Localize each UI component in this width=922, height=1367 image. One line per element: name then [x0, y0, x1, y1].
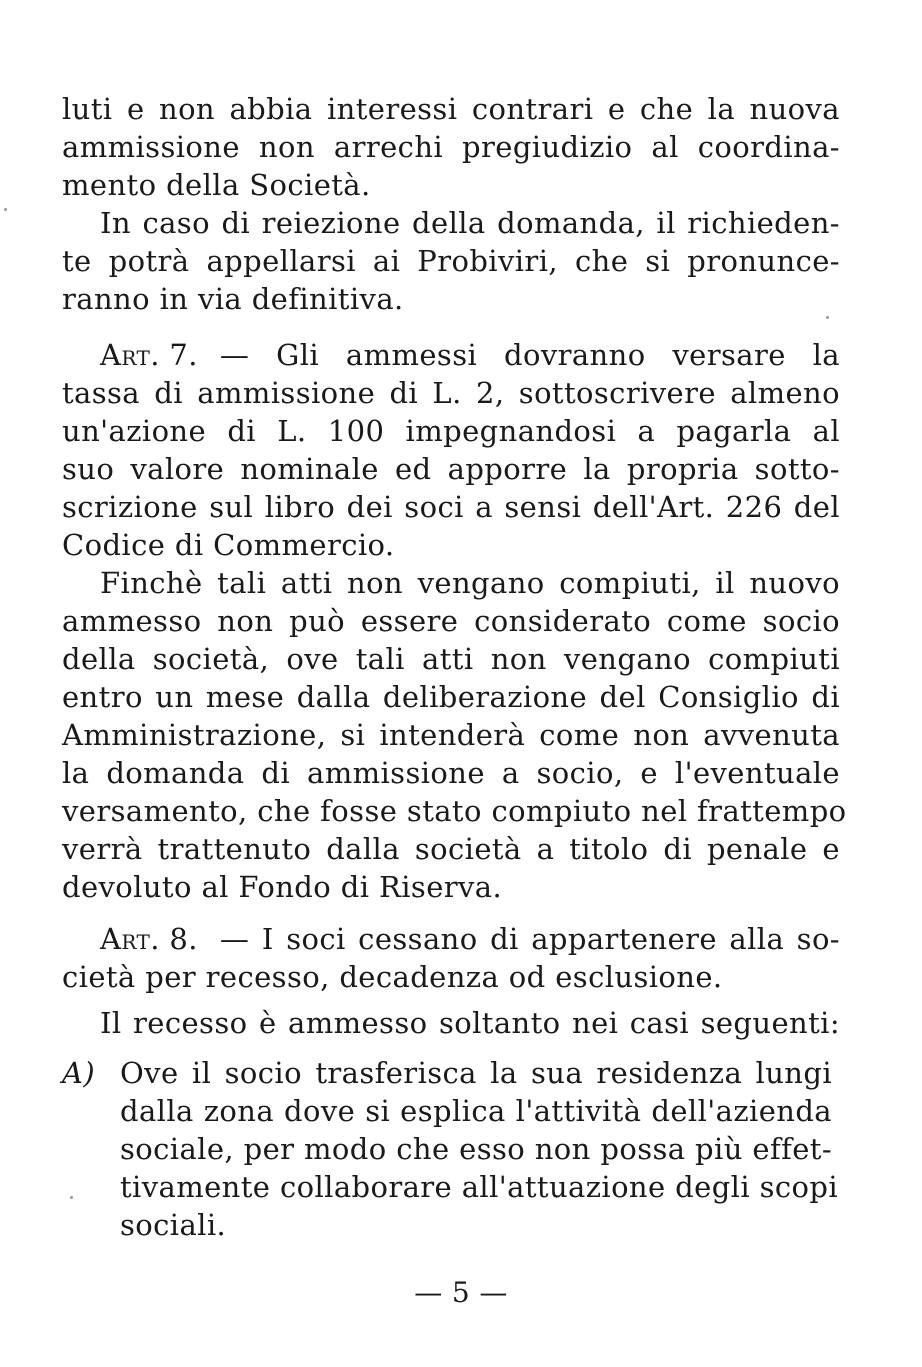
text-line: devoluto al Fondo di Riserva. [62, 870, 503, 904]
text-line: — Gli ammessi dovranno versare la [219, 338, 840, 372]
text-line: tassa di ammissione di L. 2, sottoscrivere almeno [62, 376, 840, 410]
text-line: scrizione sul libro dei soci a sensi dell'Art. 226 del [62, 490, 840, 524]
text-line: Amministrazione, si intenderà come non avvenuta [62, 718, 840, 752]
text-line: tivamente collaborare all'attuazione degli scopi [120, 1170, 839, 1204]
scan-speck [4, 208, 7, 211]
text-line: cietà per recesso, decadenza od esclusione. [62, 960, 723, 994]
text-line: suo valore nominale ed apporre la propria sotto- [62, 452, 840, 486]
text-line: Ove il socio trasferisca la sua residenza lungi [120, 1056, 832, 1090]
text-line: verrà trattenuto dalla società a titolo di penale e [62, 832, 840, 866]
text-line: sociale, per modo che esso non possa più effet- [120, 1132, 833, 1166]
text-line: della società, ove tali atti non vengano compiuti [62, 642, 840, 676]
list-marker: A) [62, 1056, 96, 1090]
page-number: — 5 — [414, 1276, 508, 1309]
article-8-heading-line [100, 920, 840, 958]
text-line: ammesso non può essere considerato come socio [62, 604, 840, 638]
text-line: mento della Società. [62, 168, 371, 202]
scan-speck [826, 316, 829, 319]
scan-speck [70, 1196, 73, 1199]
text-line: ammissione non arrechi pregiudizio al coordina- [62, 130, 840, 164]
article-8-label: Art. 8. [100, 922, 198, 956]
text-line: entro un mese dalla deliberazione del Consiglio di [62, 680, 840, 714]
text-line: versamento, che fosse stato compiuto nel frattempo [62, 794, 847, 828]
text-line: sociali. [120, 1208, 227, 1242]
text-line: un'azione di L. 100 impegnandosi a pagarla al [62, 414, 840, 448]
text-line: te potrà appellarsi ai Probiviri, che si pronunce- [62, 244, 840, 278]
text-line: luti e non abbia interessi contrari e che la nuova [62, 92, 840, 126]
article-7-label: Art. 7. [100, 338, 198, 372]
text-line: Finchè tali atti non vengano compiuti, il nuovo [100, 566, 840, 600]
text-line: — I soci cessano di appartenere alla so- [219, 922, 840, 956]
article-7-heading-line [100, 336, 840, 374]
text-line: ranno in via definitiva. [62, 282, 404, 316]
text-line: In caso di reiezione della domanda, il richieden- [100, 206, 840, 240]
list-item-a-first-line [62, 1054, 832, 1092]
text-line: Codice di Commercio. [62, 528, 395, 562]
text-line: la domanda di ammissione a socio, e l'eventuale [62, 756, 840, 790]
text-line: Il recesso è ammesso soltanto nei casi seguenti: [100, 1006, 840, 1040]
text-line: dalla zona dove si esplica l'attività dell'azienda [120, 1094, 832, 1128]
